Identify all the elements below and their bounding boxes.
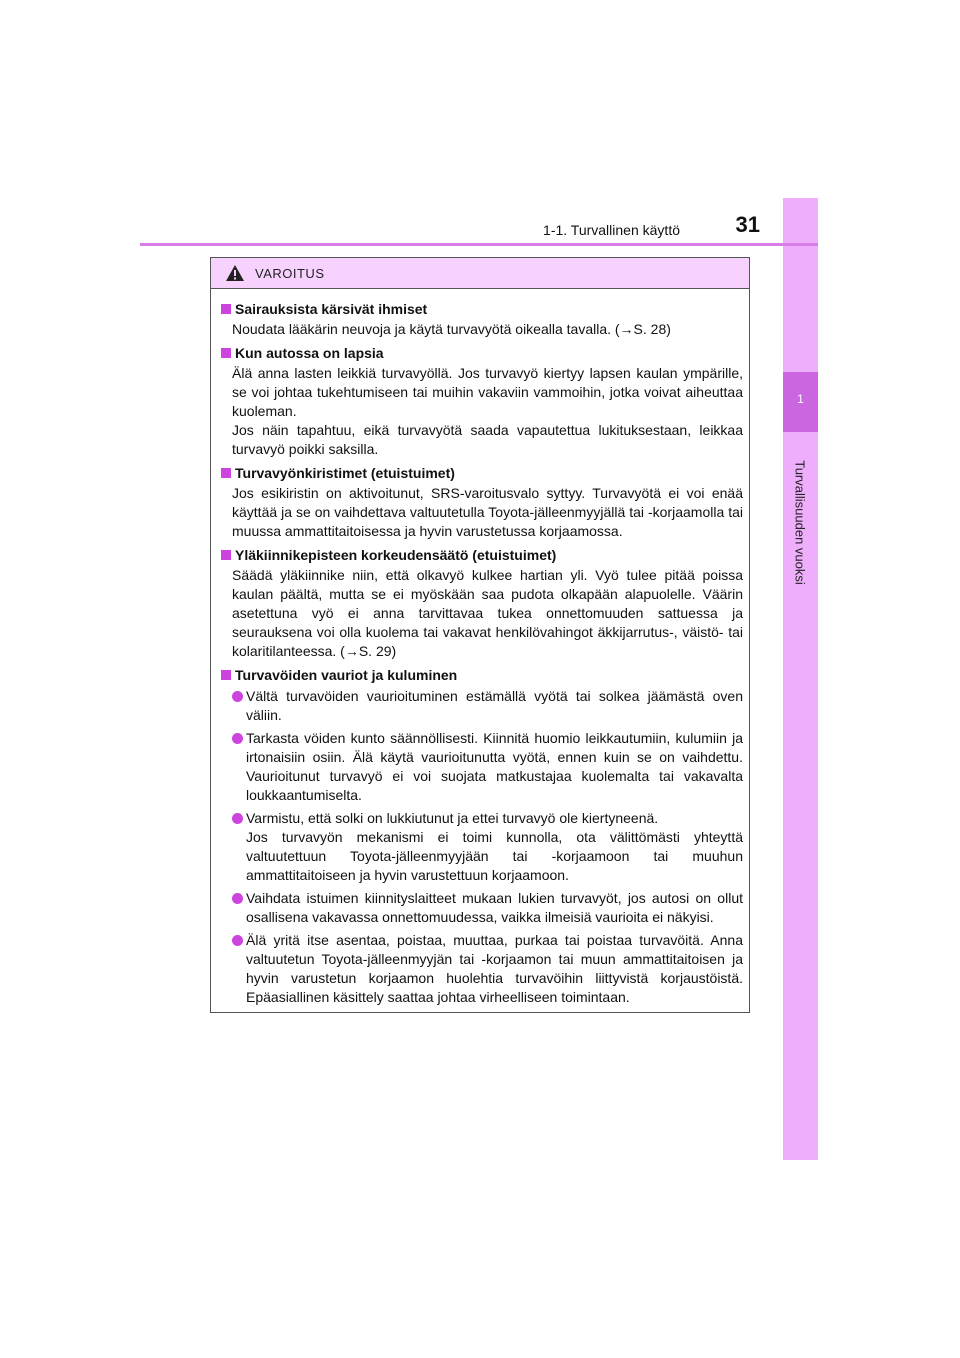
chapter-title: Turvallisuuden vuoksi [792,460,808,585]
section-title-text: Turvavyönkiristimet (etuistuimet) [235,465,455,481]
section-title [221,545,743,565]
bullet-item [232,931,743,1007]
bullet-text [246,931,743,1007]
paragraph: Jos esikiristin on aktivoitunut, SRS-varoitusvalo syttyy. Turvavyötä ei voi enää käyttää ja se on vaihdettava valtuutetulla Toyota-jälleenmyyjällä tai -korjaamolla tai muussa ammattitaitoisessa ja hyvin varustetussa korjaamossa. [232,485,743,539]
section-title [221,665,743,685]
bullet-item [232,889,743,927]
circle-bullet-icon [232,893,243,904]
bullet-line: Vaihdata istuimen kiinnityslaitteet mukaan lukien turvavyöt, jos autosi on ollut osallisena vakavassa onnettomuudessa, vaikka ilmeisiä vaurioita ei näkyisi. [246,890,743,925]
section-children [221,343,743,459]
warning-header [211,258,749,289]
paragraph-line: Jos näin tapahtuu, eikä turvavyötä saada vapautettua lukituksestaan, leikkaa turvavyö poikki saksilla. [232,422,743,457]
section-title-text: Yläkiinnikepisteen korkeudensäätö (etuistuimet) [235,547,557,563]
section-pretensioners [221,463,743,541]
warning-body [211,289,749,1007]
warning-title: VAROITUS [255,265,325,281]
section-title-text: Turvavöiden vauriot ja kuluminen [235,667,458,683]
warning-box [210,257,750,1013]
bullet-text [246,889,743,927]
bullet-item [232,687,743,725]
side-tab [783,198,818,1160]
bullet-line: Jos turvavyön mekanismi ei toimi kunnolla, ota välittömästi yhteyttä valtuutettuun Toyota-jälleenmyyjään tai -korjaamoon tai muuhun ammattitaitoiseen ja hyvin varustettuun korjaamoon. [246,829,743,883]
bullet-line: Tarkasta vöiden kunto säännöllisesti. Kiinnitä huomio leikkautumiin, kulumiin ja irtonaisiin osiin. Älä käytä vaurioitunutta vyötä, ennen kuin se on vaihdettu. Vaurioitunut turvavyö ei voi suojata matkustajaa kuolemalta tai vakavalta loukkaantumiselta. [246,730,743,803]
section-medical [221,299,743,339]
paragraph: Noudata lääkärin neuvoja ja käytä turvavyötä oikealla tavalla. (→S. 28) [232,321,671,337]
square-bullet-icon [221,304,231,314]
square-bullet-icon [221,348,231,358]
square-bullet-icon [221,670,231,680]
header-section-title: 1-1. Turvallinen käyttö [543,222,680,238]
bullet-text [246,809,743,885]
chapter-number: 1 [797,392,804,406]
bullet-text [246,729,743,805]
circle-bullet-icon [232,813,243,824]
bullet-line: Älä yritä itse asentaa, poistaa, muuttaa, purkaa tai poistaa turvavöitä. Anna valtuutetun Toyota-jälleenmyyjän tai -korjaamon tai muun ammattitaitoisen ja hyvin varustetun korjaamon huolehtia turvavöihin liittyvistä korjaustöistä. Epäasiallinen käsittely saattaa johtaa virheelliseen toimintaan. [246,932,743,1005]
header-rule [140,243,818,246]
circle-bullet-icon [232,691,243,702]
page-number: 31 [735,212,760,237]
bullet-item [232,809,743,885]
section-title-text: Kun autossa on lapsia [235,345,384,361]
bullet-line: Vältä turvavöiden vaurioituminen estämällä vyötä tai solkea jäämästä oven väliin. [246,688,743,723]
section-title [221,299,743,319]
section-title [221,343,743,363]
section-anchor-height [221,545,743,661]
bullet-item [232,729,743,805]
square-bullet-icon [221,468,231,478]
circle-bullet-icon [232,935,243,946]
warning-triangle-icon [225,264,245,282]
bullet-line: Varmistu, että solki on lukkiutunut ja ettei turvavyö ole kiertyneenä. [246,810,659,826]
section-damage-wear [221,665,743,1007]
paragraph: Säädä yläkiinnike niin, että olkavyö kulkee hartian yli. Vyö tulee pitää poissa kaulan päältä, mutta se ei myöskään saa pudota olkapään alapuolelle. Väärin asetettuna vyö ei anna tarvittavaa tukea onnettomuuden sattuessa ja seurauksena voi olla kuolema tai vakavat henkilövahingot äkkijarrutus-, väistö- tai kolaritilanteessa. (→S. 29) [232,567,743,659]
paragraph [232,364,743,459]
paragraph-line: Älä anna lasten leikkiä turvavyöllä. Jos turvavyö kiertyy lapsen kaulan ympärille, se voi johtaa tukehtumiseen tai muihin vakaviin vammoihin, jotka voivat aiheuttaa kuoleman. [232,365,743,419]
bullet-text [246,687,743,725]
section-title [221,463,743,483]
circle-bullet-icon [232,733,243,744]
square-bullet-icon [221,550,231,560]
section-title-text: Sairauksista kärsivät ihmiset [235,301,428,317]
